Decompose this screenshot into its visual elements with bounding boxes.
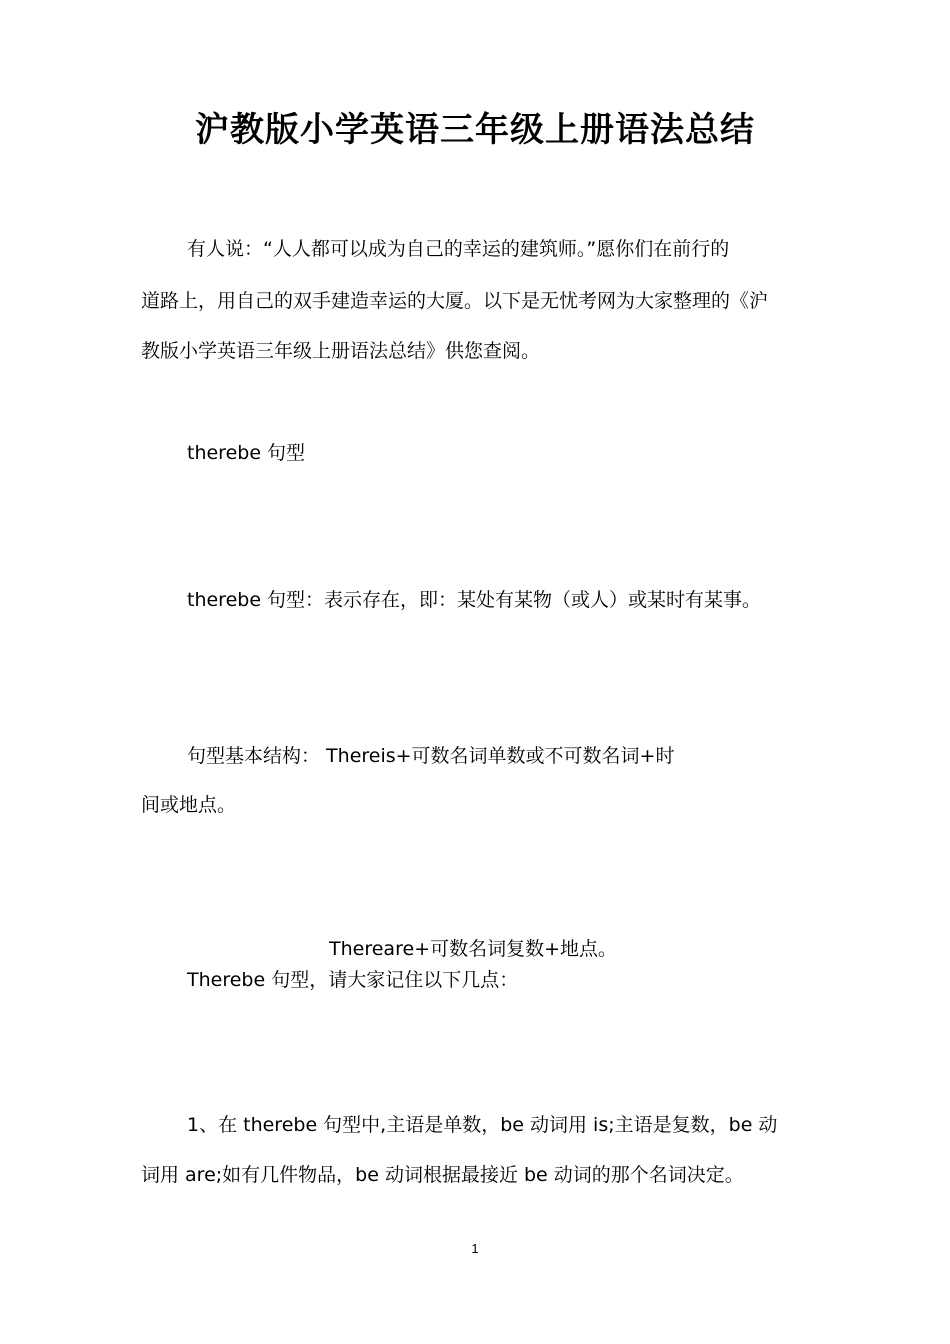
- intro-line-2: 道路上，用自己的双手建造幸运的大厦。以下是无忧考网为大家整理的《沪: [141, 290, 769, 312]
- structure-line-3: Thereare+可数名词复数+地点。: [329, 938, 617, 960]
- page-number: 1: [471, 1241, 479, 1256]
- structure-line-1: 句型基本结构： Thereis+可数名词单数或不可数名词+时: [187, 745, 675, 767]
- point-1-line-1: 1、在 therebe 句型中,主语是单数，be 动词用 is;主语是复数，be 动: [187, 1114, 778, 1136]
- structure-line-2: 间或地点。: [141, 794, 237, 816]
- point-1-line-2: 词用 are;如有几件物品，be 动词根据最接近 be 动词的那个名词决定。: [141, 1164, 744, 1186]
- document-title: 沪教版小学英语三年级上册语法总结: [195, 110, 755, 150]
- notes-intro: Therebe 句型，请大家记住以下几点：: [187, 969, 519, 991]
- definition-line: therebe 句型：表示存在，即：某处有某物（或人）或某时有某事。: [187, 589, 762, 611]
- intro-line-1: 有人说：“人人都可以成为自己的幸运的建筑师。”愿你们在前行的: [187, 238, 730, 260]
- intro-line-3: 教版小学英语三年级上册语法总结》供您查阅。: [141, 340, 541, 362]
- section-heading: therebe 句型: [187, 442, 306, 464]
